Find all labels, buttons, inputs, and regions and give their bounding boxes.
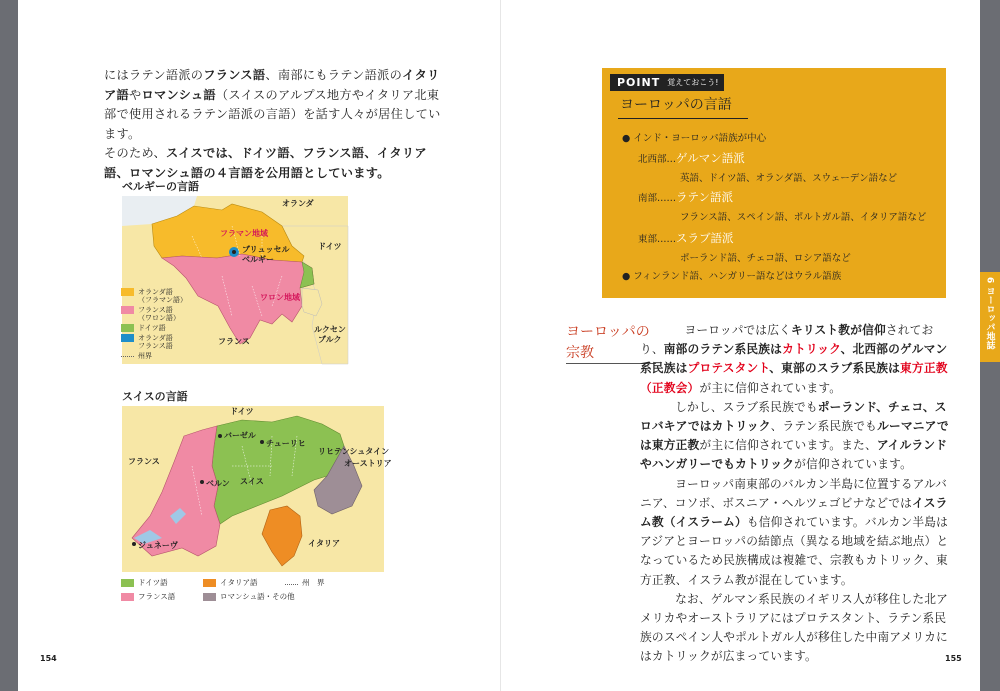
point-tag: POINT (610, 74, 667, 91)
intro-text (104, 66, 450, 183)
label-bern: ベルン (206, 479, 230, 488)
swiss-map-title: スイスの言語 (122, 390, 188, 403)
swiss-map (122, 406, 392, 572)
text-run: も信仰されています。バルカン半島はアジアとヨーロッパの結節点（異なる地域を結ぶ地点）となっているため民族構成は複雑で、宗教もカトリック、東方正教、イスラム教が混在しています。 (640, 515, 949, 587)
legend-label-line: （ワロン語） (138, 314, 180, 322)
point-branch-germanic: ゲルマン語派 (676, 151, 745, 165)
legend-label: フランス語 (138, 592, 176, 601)
legend-item-border (121, 352, 187, 360)
swiss-legend (121, 577, 381, 605)
gutter (500, 0, 501, 691)
bern-dot (200, 480, 204, 484)
legend-label-line: オランダ語 (138, 334, 173, 342)
point-line-east (638, 230, 734, 246)
legend-label-line: （フラマン語） (138, 296, 187, 304)
point-langs-germanic: 英語、ドイツ語、オランダ語、スウェーデン語など (680, 173, 898, 184)
legend-item-italian (203, 577, 285, 588)
point-title: ヨーロッパの言語 (620, 97, 732, 113)
text-run: ヨーロッパ南東部のバルカン半島に位置するアルバニア、コソボ、ボスニア・ヘルツェゴビナなどでは (640, 476, 947, 510)
legend-item-german (121, 577, 203, 588)
religion-paragraph-4: なお、ゲルマン系民族のイギリス人が移住した北アメリカやオーストラリアにはプロテスタント、ラテン系民族のスペイン人やポルトガル人が移住した中南アメリカにはカトリックが広まっています。 (640, 591, 949, 664)
intro-bold-romansh: ロマンシュ語 (141, 87, 216, 102)
bold-run: イスラム教（イスラーム） (640, 495, 948, 530)
bold-run: ルーマニアでは東方正教 (640, 419, 949, 453)
legend-swatch (121, 288, 134, 296)
bold-run: 南部のラテン系民族は (663, 342, 783, 357)
intro-text-run: 、南部にもラテン語派の (265, 68, 403, 82)
legend-line (285, 584, 298, 586)
point-line-south (638, 189, 733, 205)
legend-item-french (121, 591, 203, 602)
religion-heading-line: ヨーロッパの (566, 324, 650, 340)
legend-swatch (203, 579, 216, 587)
legend-item-dutch (121, 288, 187, 304)
label-germany: ドイツ (318, 242, 342, 251)
label-luxembourg-1: ルクセン (314, 325, 346, 334)
religion-paragraph-3 (640, 475, 952, 590)
intro-text-run: にはラテン語派の (104, 68, 204, 82)
intro-text-run: や (128, 87, 142, 102)
point-branch-slavic: スラブ語派 (676, 231, 734, 245)
label-belgium: ベルギー (242, 255, 274, 264)
text-run: が主に信仰されています。また、 (699, 438, 877, 453)
bold-run: 、 (769, 361, 782, 376)
religion-paragraph-1 (640, 321, 952, 398)
legend-swatch (121, 334, 134, 342)
red-run: カトリック (782, 342, 841, 357)
text-run: が信仰されています。 (794, 457, 913, 472)
label-basel: バーゼル (224, 431, 256, 440)
religion-body (640, 321, 952, 667)
label-italy: イタリア (308, 539, 340, 548)
point-region-label: 北西部… (638, 154, 677, 165)
label-liechtenstein: リヒテンシュタイン (318, 447, 390, 456)
point-region-label: 東部…… (638, 234, 677, 245)
label-france: フランス (128, 457, 160, 466)
page-number-right: 155 (945, 654, 962, 663)
legend-item-bilingual (121, 334, 187, 350)
label-switzerland: スイス (240, 477, 264, 486)
red-run: 東方正教（正教会） (640, 361, 948, 395)
legend-label: 州 界 (302, 578, 325, 587)
label-netherlands: オランダ (282, 199, 314, 208)
intro-bold-italian: イタリア語 (104, 68, 440, 102)
point-box (602, 68, 946, 298)
legend-row (121, 591, 381, 602)
text-run: しかし、スラブ系民族でも (675, 399, 818, 414)
legend-label (138, 306, 180, 322)
legend-label: ドイツ語 (138, 578, 168, 587)
religion-heading-line: 宗教 (566, 345, 594, 361)
legend-label: 州界 (138, 352, 152, 360)
intro-bold-official: スイスでは、ドイツ語、フランス語、イタリア語、ロマンシュ語の４言語を公用語としています。 (104, 146, 427, 180)
label-zurich: チューリヒ (266, 439, 306, 448)
label-austria: オーストリア (344, 459, 392, 468)
legend-label: イタリア語 (220, 578, 258, 587)
legend-item-border (285, 577, 367, 588)
intro-text-run: （スイスのアルプス地方やイタリア北東部で使用されるラテン語派の言語）を話す人々が居住しています。 (104, 87, 441, 141)
religion-paragraph-2 (640, 398, 952, 475)
belgium-map-title: ベルギーの言語 (122, 180, 199, 193)
label-germany: ドイツ (230, 407, 254, 416)
legend-item-german (121, 324, 187, 332)
chapter-side-tab (980, 272, 1000, 362)
red-run: プロテスタント (687, 361, 770, 376)
label-geneva: ジュネーヴ (138, 541, 178, 550)
bold-run: ポーランド、チェコ、スロバキアではカトリック (640, 399, 947, 434)
legend-swatch (121, 306, 134, 314)
bold-run: アイルランドやハンガリーでもカトリック (640, 438, 948, 472)
chapter-side-tab-label: 6 ヨーロッパ地誌 (984, 277, 995, 350)
legend-label-line: フランス語 (138, 306, 173, 314)
legend-line (121, 356, 134, 358)
legend-label (138, 334, 173, 350)
legend-label: ロマンシュ語・その他 (220, 592, 295, 601)
text-run: 、ラテン系民族でも (770, 419, 878, 434)
point-title-rule (618, 118, 748, 119)
point-langs-slavic: ポーランド語、チェコ語、ロシア語など (680, 253, 851, 264)
legend-label: ドイツ語 (138, 324, 166, 332)
geneva-dot (132, 542, 136, 546)
legend-row (121, 577, 381, 588)
label-walloon-region: ワロン地域 (260, 293, 300, 302)
legend-label-line: オランダ語 (138, 288, 173, 296)
legend-swatch (203, 593, 216, 601)
zurich-dot (260, 440, 264, 444)
legend-item-romansh (203, 591, 323, 602)
belgium-legend (121, 288, 187, 362)
label-luxembourg-2: ブルク (318, 335, 342, 344)
brussels-dot (232, 250, 236, 254)
legend-label (138, 288, 187, 304)
legend-label-line: フランス語 (138, 342, 173, 350)
point-langs-latin: フランス語、スペイン語、ポルトガル語、イタリア語など (680, 212, 927, 223)
label-flemish-region: フラマン地域 (220, 229, 268, 238)
text-run: ヨーロッパでは広く (684, 323, 791, 337)
legend-swatch (121, 579, 134, 587)
point-line-indo-european: ● インド・ヨーロッパ語族が中心 (622, 133, 767, 144)
page-number-left: 154 (40, 654, 57, 663)
text-run: が主に信仰されています。 (699, 380, 842, 395)
point-header (610, 74, 724, 91)
legend-swatch (121, 324, 134, 332)
point-line-uralic: ● フィンランド語、ハンガリー語などはウラル語族 (622, 271, 842, 282)
bold-run: キリスト教が信仰 (790, 323, 886, 337)
bold-run: 東部のスラブ系民族は (781, 361, 901, 376)
basel-dot (218, 434, 222, 438)
text-run: されており、 (640, 323, 934, 357)
legend-swatch (121, 593, 134, 601)
point-line-northwest (638, 150, 745, 166)
label-brussels: ブリュッセル (242, 245, 290, 254)
intro-text-run: そのため、 (104, 146, 166, 160)
point-branch-latin: ラテン語派 (676, 190, 733, 204)
label-france: フランス (218, 337, 250, 346)
bold-run: 、 (840, 342, 853, 357)
legend-item-french (121, 306, 187, 322)
intro-bold-french: フランス語 (203, 68, 266, 82)
bold-run: 北西部のゲルマン系民族は (640, 342, 948, 376)
point-subtitle: 覚えておこう! (667, 74, 724, 91)
point-region-label: 南部…… (638, 193, 677, 204)
